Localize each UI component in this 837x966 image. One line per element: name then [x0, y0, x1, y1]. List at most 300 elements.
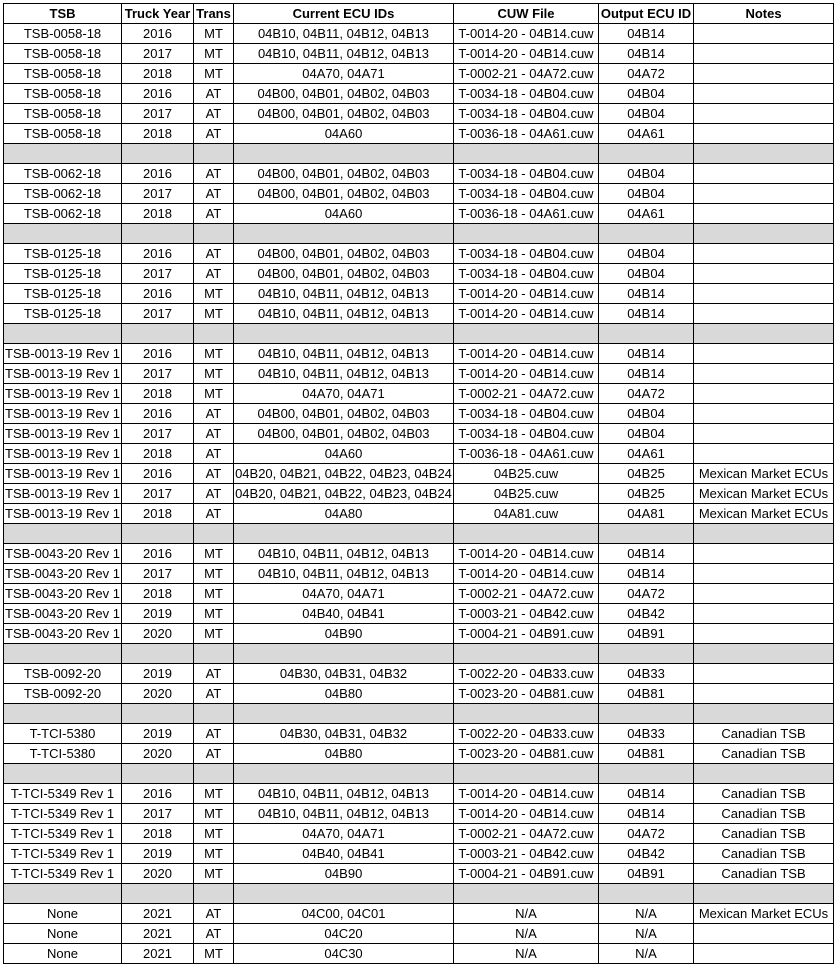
table-row	[4, 124, 834, 144]
cell-notes	[694, 124, 834, 144]
cell-cuw-file: T-0034-18 - 04B04.cuw	[454, 164, 599, 184]
separator-cell	[122, 324, 194, 344]
cell-output-ecu-id: 04B04	[599, 244, 694, 264]
separator-row	[4, 224, 834, 244]
cell-tsb: TSB-0043-20 Rev 1	[4, 604, 122, 624]
cell-output-ecu-id: 04B04	[599, 264, 694, 284]
cell-output-ecu-id: 04B33	[599, 664, 694, 684]
cell-truck-year: 2018	[122, 584, 194, 604]
cell-truck-year: 2017	[122, 44, 194, 64]
header-current-ecu-ids: Current ECU IDs	[234, 4, 454, 24]
separator-cell	[4, 644, 122, 664]
cell-output-ecu-id: 04B04	[599, 424, 694, 444]
cell-truck-year: 2018	[122, 444, 194, 464]
cell-cuw-file: T-0014-20 - 04B14.cuw	[454, 544, 599, 564]
cell-cuw-file: T-0002-21 - 04A72.cuw	[454, 824, 599, 844]
separator-cell	[194, 764, 234, 784]
cell-notes	[694, 24, 834, 44]
cell-notes: Canadian TSB	[694, 724, 834, 744]
table-row	[4, 944, 834, 964]
cell-current-ecu-ids: 04B10, 04B11, 04B12, 04B13	[234, 344, 454, 364]
cell-tsb: TSB-0092-20	[4, 664, 122, 684]
cell-current-ecu-ids: 04B00, 04B01, 04B02, 04B03	[234, 244, 454, 264]
cell-trans: AT	[194, 164, 234, 184]
cell-cuw-file: T-0014-20 - 04B14.cuw	[454, 344, 599, 364]
cell-trans: AT	[194, 484, 234, 504]
separator-cell	[4, 224, 122, 244]
cell-cuw-file: T-0034-18 - 04B04.cuw	[454, 424, 599, 444]
cell-cuw-file: T-0002-21 - 04A72.cuw	[454, 64, 599, 84]
header-tsb: TSB	[4, 4, 122, 24]
cell-tsb: TSB-0013-19 Rev 1	[4, 344, 122, 364]
separator-cell	[599, 324, 694, 344]
cell-cuw-file: T-0014-20 - 04B14.cuw	[454, 284, 599, 304]
cell-current-ecu-ids: 04A70, 04A71	[234, 64, 454, 84]
cell-notes	[694, 184, 834, 204]
separator-cell	[234, 144, 454, 164]
cell-output-ecu-id: 04B33	[599, 724, 694, 744]
table-row	[4, 104, 834, 124]
cell-output-ecu-id: 04B14	[599, 544, 694, 564]
cell-notes	[694, 304, 834, 324]
cell-output-ecu-id: 04B25	[599, 464, 694, 484]
cell-truck-year: 2017	[122, 484, 194, 504]
table-row	[4, 464, 834, 484]
cell-trans: AT	[194, 84, 234, 104]
cell-notes: Canadian TSB	[694, 744, 834, 764]
cell-trans: AT	[194, 424, 234, 444]
cell-output-ecu-id: 04B25	[599, 484, 694, 504]
cell-cuw-file: T-0036-18 - 04A61.cuw	[454, 204, 599, 224]
separator-cell	[454, 144, 599, 164]
table-row	[4, 444, 834, 464]
table-row	[4, 84, 834, 104]
table-row	[4, 904, 834, 924]
cell-cuw-file: T-0034-18 - 04B04.cuw	[454, 104, 599, 124]
separator-cell	[599, 704, 694, 724]
cell-output-ecu-id: 04B91	[599, 624, 694, 644]
cell-current-ecu-ids: 04A70, 04A71	[234, 384, 454, 404]
cell-notes: Mexican Market ECUs	[694, 904, 834, 924]
cell-cuw-file: 04B25.cuw	[454, 464, 599, 484]
cell-cuw-file: T-0014-20 - 04B14.cuw	[454, 304, 599, 324]
cell-notes	[694, 244, 834, 264]
cell-current-ecu-ids: 04B20, 04B21, 04B22, 04B23, 04B24	[234, 464, 454, 484]
cell-output-ecu-id: 04A61	[599, 124, 694, 144]
cell-notes: Mexican Market ECUs	[694, 484, 834, 504]
cell-current-ecu-ids: 04B30, 04B31, 04B32	[234, 724, 454, 744]
separator-cell	[694, 224, 834, 244]
cell-output-ecu-id: 04B14	[599, 304, 694, 324]
ecu-table	[3, 3, 834, 964]
cell-notes	[694, 384, 834, 404]
cell-trans: MT	[194, 304, 234, 324]
cell-trans: MT	[194, 24, 234, 44]
separator-cell	[234, 224, 454, 244]
header-row	[4, 4, 834, 24]
cell-current-ecu-ids: 04B00, 04B01, 04B02, 04B03	[234, 264, 454, 284]
cell-notes	[694, 624, 834, 644]
cell-notes	[694, 104, 834, 124]
cell-tsb: TSB-0125-18	[4, 244, 122, 264]
cell-trans: MT	[194, 944, 234, 964]
cell-notes	[694, 44, 834, 64]
cell-tsb: T-TCI-5380	[4, 724, 122, 744]
cell-cuw-file: T-0034-18 - 04B04.cuw	[454, 244, 599, 264]
cell-trans: AT	[194, 404, 234, 424]
table-row	[4, 424, 834, 444]
cell-truck-year: 2016	[122, 84, 194, 104]
table-row	[4, 924, 834, 944]
cell-current-ecu-ids: 04C00, 04C01	[234, 904, 454, 924]
cell-tsb: T-TCI-5380	[4, 744, 122, 764]
cell-trans: AT	[194, 904, 234, 924]
table-row	[4, 804, 834, 824]
cell-output-ecu-id: 04B04	[599, 184, 694, 204]
cell-tsb: T-TCI-5349 Rev 1	[4, 824, 122, 844]
separator-cell	[599, 224, 694, 244]
separator-cell	[694, 704, 834, 724]
cell-trans: MT	[194, 384, 234, 404]
separator-cell	[4, 524, 122, 544]
separator-row	[4, 644, 834, 664]
cell-current-ecu-ids: 04A60	[234, 204, 454, 224]
separator-cell	[234, 764, 454, 784]
cell-tsb: TSB-0125-18	[4, 284, 122, 304]
cell-tsb: TSB-0058-18	[4, 104, 122, 124]
table-row	[4, 64, 834, 84]
cell-notes: Canadian TSB	[694, 844, 834, 864]
cell-output-ecu-id: 04B42	[599, 604, 694, 624]
cell-cuw-file: T-0022-20 - 04B33.cuw	[454, 724, 599, 744]
separator-cell	[599, 144, 694, 164]
cell-trans: MT	[194, 544, 234, 564]
cell-tsb: TSB-0058-18	[4, 84, 122, 104]
cell-tsb: TSB-0125-18	[4, 264, 122, 284]
separator-row	[4, 764, 834, 784]
table-row	[4, 204, 834, 224]
table-row	[4, 504, 834, 524]
separator-cell	[694, 524, 834, 544]
cell-cuw-file: T-0022-20 - 04B33.cuw	[454, 664, 599, 684]
cell-trans: MT	[194, 364, 234, 384]
cell-truck-year: 2017	[122, 184, 194, 204]
cell-notes	[694, 424, 834, 444]
cell-truck-year: 2017	[122, 804, 194, 824]
cell-cuw-file: T-0014-20 - 04B14.cuw	[454, 784, 599, 804]
cell-truck-year: 2016	[122, 544, 194, 564]
cell-current-ecu-ids: 04B10, 04B11, 04B12, 04B13	[234, 304, 454, 324]
cell-current-ecu-ids: 04A60	[234, 444, 454, 464]
cell-trans: MT	[194, 624, 234, 644]
cell-tsb: TSB-0062-18	[4, 164, 122, 184]
cell-current-ecu-ids: 04B90	[234, 624, 454, 644]
cell-truck-year: 2021	[122, 904, 194, 924]
cell-trans: MT	[194, 64, 234, 84]
cell-tsb: TSB-0013-19 Rev 1	[4, 464, 122, 484]
separator-cell	[234, 884, 454, 904]
table-row	[4, 304, 834, 324]
cell-current-ecu-ids: 04B00, 04B01, 04B02, 04B03	[234, 84, 454, 104]
cell-cuw-file: T-0034-18 - 04B04.cuw	[454, 404, 599, 424]
cell-cuw-file: T-0002-21 - 04A72.cuw	[454, 584, 599, 604]
table-row	[4, 44, 834, 64]
cell-output-ecu-id: N/A	[599, 944, 694, 964]
cell-cuw-file: T-0014-20 - 04B14.cuw	[454, 364, 599, 384]
cell-tsb: TSB-0058-18	[4, 64, 122, 84]
cell-trans: MT	[194, 564, 234, 584]
separator-cell	[599, 644, 694, 664]
separator-cell	[694, 644, 834, 664]
separator-cell	[122, 144, 194, 164]
cell-trans: AT	[194, 744, 234, 764]
cell-current-ecu-ids: 04B00, 04B01, 04B02, 04B03	[234, 424, 454, 444]
cell-cuw-file: 04A81.cuw	[454, 504, 599, 524]
cell-trans: MT	[194, 284, 234, 304]
table-row	[4, 604, 834, 624]
separator-cell	[599, 884, 694, 904]
cell-tsb: TSB-0013-19 Rev 1	[4, 384, 122, 404]
table-row	[4, 184, 834, 204]
cell-cuw-file: T-0036-18 - 04A61.cuw	[454, 444, 599, 464]
cell-tsb: T-TCI-5349 Rev 1	[4, 784, 122, 804]
cell-current-ecu-ids: 04A60	[234, 124, 454, 144]
separator-cell	[122, 224, 194, 244]
table-row	[4, 664, 834, 684]
cell-truck-year: 2018	[122, 64, 194, 84]
cell-tsb: TSB-0013-19 Rev 1	[4, 424, 122, 444]
separator-cell	[122, 704, 194, 724]
cell-tsb: TSB-0013-19 Rev 1	[4, 364, 122, 384]
cell-current-ecu-ids: 04B10, 04B11, 04B12, 04B13	[234, 544, 454, 564]
cell-notes	[694, 584, 834, 604]
cell-notes: Canadian TSB	[694, 824, 834, 844]
cell-output-ecu-id: 04A72	[599, 824, 694, 844]
separator-cell	[694, 324, 834, 344]
cell-output-ecu-id: 04A81	[599, 504, 694, 524]
cell-current-ecu-ids: 04C30	[234, 944, 454, 964]
separator-cell	[4, 704, 122, 724]
separator-row	[4, 704, 834, 724]
separator-cell	[454, 644, 599, 664]
cell-truck-year: 2020	[122, 624, 194, 644]
cell-notes	[694, 204, 834, 224]
cell-cuw-file: T-0023-20 - 04B81.cuw	[454, 744, 599, 764]
cell-output-ecu-id: 04B14	[599, 284, 694, 304]
cell-current-ecu-ids: 04B10, 04B11, 04B12, 04B13	[234, 804, 454, 824]
cell-cuw-file: N/A	[454, 924, 599, 944]
cell-tsb: TSB-0125-18	[4, 304, 122, 324]
cell-cuw-file: T-0002-21 - 04A72.cuw	[454, 384, 599, 404]
cell-current-ecu-ids: 04B90	[234, 864, 454, 884]
cell-notes	[694, 264, 834, 284]
cell-truck-year: 2016	[122, 244, 194, 264]
cell-output-ecu-id: 04B04	[599, 164, 694, 184]
separator-cell	[4, 324, 122, 344]
separator-cell	[599, 764, 694, 784]
cell-notes	[694, 544, 834, 564]
separator-cell	[122, 644, 194, 664]
cell-notes: Canadian TSB	[694, 784, 834, 804]
cell-truck-year: 2019	[122, 664, 194, 684]
cell-output-ecu-id: 04B14	[599, 364, 694, 384]
header-cuw-file: CUW File	[454, 4, 599, 24]
cell-notes: Mexican Market ECUs	[694, 504, 834, 524]
cell-trans: MT	[194, 844, 234, 864]
cell-cuw-file: 04B25.cuw	[454, 484, 599, 504]
cell-current-ecu-ids: 04A80	[234, 504, 454, 524]
table-row	[4, 564, 834, 584]
cell-truck-year: 2016	[122, 164, 194, 184]
separator-cell	[454, 764, 599, 784]
cell-current-ecu-ids: 04A70, 04A71	[234, 584, 454, 604]
separator-cell	[234, 524, 454, 544]
table-row	[4, 624, 834, 644]
separator-cell	[194, 524, 234, 544]
cell-trans: AT	[194, 204, 234, 224]
cell-cuw-file: T-0004-21 - 04B91.cuw	[454, 624, 599, 644]
cell-truck-year: 2019	[122, 604, 194, 624]
cell-cuw-file: T-0034-18 - 04B04.cuw	[454, 184, 599, 204]
header-notes: Notes	[694, 4, 834, 24]
cell-current-ecu-ids: 04B80	[234, 744, 454, 764]
cell-current-ecu-ids: 04B20, 04B21, 04B22, 04B23, 04B24	[234, 484, 454, 504]
separator-cell	[194, 884, 234, 904]
separator-cell	[4, 884, 122, 904]
cell-current-ecu-ids: 04B10, 04B11, 04B12, 04B13	[234, 564, 454, 584]
cell-truck-year: 2020	[122, 684, 194, 704]
cell-truck-year: 2017	[122, 364, 194, 384]
cell-output-ecu-id: 04B14	[599, 804, 694, 824]
cell-current-ecu-ids: 04B10, 04B11, 04B12, 04B13	[234, 24, 454, 44]
cell-output-ecu-id: 04B04	[599, 84, 694, 104]
cell-trans: MT	[194, 804, 234, 824]
cell-output-ecu-id: 04B81	[599, 684, 694, 704]
cell-current-ecu-ids: 04B30, 04B31, 04B32	[234, 664, 454, 684]
separator-cell	[4, 764, 122, 784]
separator-cell	[454, 524, 599, 544]
cell-truck-year: 2020	[122, 744, 194, 764]
separator-cell	[454, 884, 599, 904]
cell-trans: AT	[194, 684, 234, 704]
cell-trans: AT	[194, 244, 234, 264]
cell-cuw-file: T-0036-18 - 04A61.cuw	[454, 124, 599, 144]
cell-current-ecu-ids: 04B10, 04B11, 04B12, 04B13	[234, 284, 454, 304]
separator-row	[4, 524, 834, 544]
separator-cell	[694, 884, 834, 904]
separator-row	[4, 144, 834, 164]
cell-notes	[694, 344, 834, 364]
cell-output-ecu-id: 04A61	[599, 204, 694, 224]
cell-trans: AT	[194, 664, 234, 684]
separator-cell	[694, 144, 834, 164]
table-row	[4, 24, 834, 44]
cell-current-ecu-ids: 04B40, 04B41	[234, 604, 454, 624]
cell-tsb: TSB-0043-20 Rev 1	[4, 584, 122, 604]
table-row	[4, 724, 834, 744]
cell-output-ecu-id: 04B42	[599, 844, 694, 864]
cell-cuw-file: T-0004-21 - 04B91.cuw	[454, 864, 599, 884]
separator-cell	[194, 644, 234, 664]
cell-truck-year: 2019	[122, 844, 194, 864]
cell-current-ecu-ids: 04B00, 04B01, 04B02, 04B03	[234, 184, 454, 204]
cell-output-ecu-id: 04B04	[599, 404, 694, 424]
cell-notes	[694, 364, 834, 384]
table-row	[4, 364, 834, 384]
separator-cell	[194, 224, 234, 244]
cell-truck-year: 2016	[122, 344, 194, 364]
cell-trans: MT	[194, 344, 234, 364]
cell-tsb: TSB-0013-19 Rev 1	[4, 404, 122, 424]
table-row	[4, 584, 834, 604]
cell-notes	[694, 604, 834, 624]
cell-truck-year: 2016	[122, 24, 194, 44]
cell-cuw-file: T-0014-20 - 04B14.cuw	[454, 44, 599, 64]
separator-cell	[122, 884, 194, 904]
cell-truck-year: 2016	[122, 284, 194, 304]
cell-current-ecu-ids: 04B00, 04B01, 04B02, 04B03	[234, 104, 454, 124]
cell-trans: AT	[194, 724, 234, 744]
cell-trans: MT	[194, 864, 234, 884]
separator-cell	[454, 704, 599, 724]
cell-tsb: T-TCI-5349 Rev 1	[4, 804, 122, 824]
separator-cell	[122, 524, 194, 544]
table-row	[4, 824, 834, 844]
cell-truck-year: 2018	[122, 124, 194, 144]
table-row	[4, 684, 834, 704]
separator-cell	[454, 324, 599, 344]
cell-output-ecu-id: N/A	[599, 904, 694, 924]
cell-notes	[694, 84, 834, 104]
header-trans: Trans	[194, 4, 234, 24]
table-row	[4, 344, 834, 364]
cell-output-ecu-id: 04B04	[599, 104, 694, 124]
table-row	[4, 544, 834, 564]
cell-current-ecu-ids: 04B10, 04B11, 04B12, 04B13	[234, 44, 454, 64]
cell-cuw-file: N/A	[454, 944, 599, 964]
table-row	[4, 404, 834, 424]
cell-tsb: TSB-0058-18	[4, 24, 122, 44]
cell-trans: AT	[194, 464, 234, 484]
separator-cell	[194, 704, 234, 724]
cell-notes: Mexican Market ECUs	[694, 464, 834, 484]
cell-output-ecu-id: 04B91	[599, 864, 694, 884]
cell-tsb: T-TCI-5349 Rev 1	[4, 844, 122, 864]
table-row	[4, 244, 834, 264]
cell-notes	[694, 404, 834, 424]
cell-notes	[694, 664, 834, 684]
separator-cell	[4, 144, 122, 164]
cell-truck-year: 2021	[122, 944, 194, 964]
cell-truck-year: 2016	[122, 404, 194, 424]
cell-cuw-file: T-0014-20 - 04B14.cuw	[454, 24, 599, 44]
cell-truck-year: 2018	[122, 824, 194, 844]
cell-tsb: TSB-0062-18	[4, 204, 122, 224]
cell-notes	[694, 164, 834, 184]
cell-notes	[694, 564, 834, 584]
cell-trans: AT	[194, 184, 234, 204]
cell-output-ecu-id: 04B14	[599, 564, 694, 584]
cell-output-ecu-id: N/A	[599, 924, 694, 944]
cell-tsb: TSB-0062-18	[4, 184, 122, 204]
cell-cuw-file: T-0023-20 - 04B81.cuw	[454, 684, 599, 704]
cell-notes	[694, 284, 834, 304]
table-row	[4, 784, 834, 804]
cell-cuw-file: T-0003-21 - 04B42.cuw	[454, 604, 599, 624]
cell-truck-year: 2017	[122, 424, 194, 444]
separator-cell	[194, 144, 234, 164]
cell-tsb: TSB-0058-18	[4, 44, 122, 64]
